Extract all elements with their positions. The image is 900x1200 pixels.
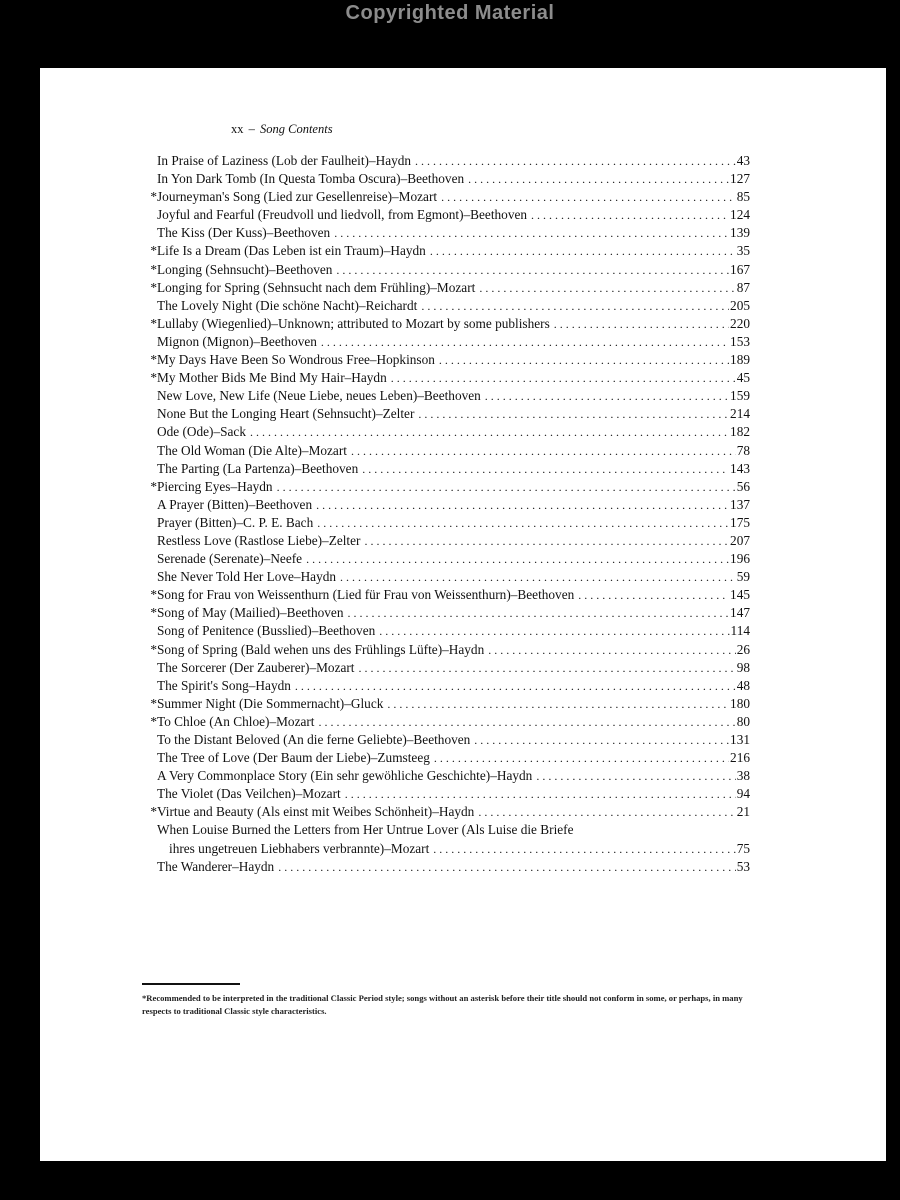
dot-leader	[474, 731, 729, 749]
entry-title: To the Distant Beloved (An die ferne Geliebte)–Beethoven	[157, 732, 471, 747]
entry-page-number: 145	[730, 587, 750, 603]
entry-title: The Kiss (Der Kuss)–Beethoven	[157, 225, 331, 241]
entry-page-number: 175	[730, 514, 750, 530]
footnote-rule	[142, 983, 240, 985]
asterisk-mark: *	[150, 352, 157, 368]
entry-title: Piercing Eyes–Haydn	[157, 478, 273, 494]
dot-leader	[554, 315, 729, 333]
toc-entry	[150, 496, 750, 514]
entry-title: Serenade (Serenate)–Neefe	[157, 551, 303, 567]
song-contents-list	[150, 152, 750, 876]
entry-title: None But the Longing Heart (Sehnsucht)–Zelter	[157, 406, 415, 422]
asterisk-mark: *	[150, 587, 157, 603]
dot-leader	[340, 568, 736, 586]
entry-title: Journeyman's Song (Lied zur Gesellenreise)–Mozart	[157, 189, 438, 205]
dot-leader	[578, 586, 729, 604]
entry-title: ihres ungetreuen Liebhabers verbrannte)–Mozart	[169, 840, 430, 856]
entry-title: In Yon Dark Tomb (In Questa Tomba Oscura)–Beethoven	[157, 171, 465, 187]
asterisk-mark: *	[150, 804, 157, 820]
asterisk-mark: *	[150, 261, 157, 277]
running-head-title: Song Contents	[260, 122, 333, 136]
dot-leader	[387, 695, 729, 713]
entry-title: Restless Love (Rastlose Liebe)–Zelter	[157, 532, 361, 548]
entry-title: Song for Frau von Weissenthurn (Lied für Frau von Weissenthurn)–Beethoven	[157, 587, 575, 603]
dot-leader	[306, 550, 729, 568]
entry-title: The Parting (La Partenza)–Beethoven	[157, 460, 359, 476]
entry-title: My Days Have Been So Wondrous Free–Hopkinson	[157, 352, 435, 368]
dot-leader	[415, 152, 736, 170]
dot-leader	[379, 622, 729, 640]
entry-page-number: 182	[730, 424, 750, 440]
entry-page-number: 43	[736, 153, 750, 168]
dot-leader	[277, 478, 736, 496]
dot-leader	[334, 224, 729, 242]
toc-entry	[150, 206, 750, 224]
entry-page-number: 35	[736, 243, 750, 259]
entry-page-number: 48	[736, 677, 750, 693]
asterisk-mark: *	[150, 279, 157, 295]
toc-entry	[150, 423, 750, 441]
entry-title: When Louise Burned the Letters from Her Untrue Lover (Als Luise die Briefe	[157, 822, 574, 838]
toc-entry	[150, 333, 750, 351]
dot-leader	[362, 460, 729, 478]
dot-leader	[278, 858, 736, 876]
toc-entry	[150, 695, 750, 713]
toc-entry	[150, 659, 750, 677]
toc-entry	[150, 188, 750, 206]
entry-title: The Violet (Das Veilchen)–Mozart	[157, 786, 341, 802]
dot-leader	[478, 803, 735, 821]
dot-leader	[430, 242, 736, 260]
dot-leader	[485, 387, 729, 405]
entry-title: The Sorcerer (Der Zauberer)–Mozart	[157, 659, 355, 675]
entry-page-number: 137	[730, 496, 750, 512]
dot-leader	[317, 514, 729, 532]
entry-page-number: 21	[736, 804, 750, 820]
toc-entry	[150, 840, 750, 858]
dot-leader	[536, 767, 735, 785]
toc-entry	[150, 170, 750, 188]
toc-entry	[150, 514, 750, 532]
toc-entry	[150, 731, 750, 749]
entry-title: The Spirit's Song–Haydn	[157, 677, 291, 693]
toc-entry	[150, 460, 750, 478]
entry-page-number: 53	[736, 858, 750, 874]
toc-entry	[150, 713, 750, 731]
asterisk-mark: *	[150, 695, 157, 711]
toc-entry	[150, 532, 750, 550]
entry-title: A Very Commonplace Story (Ein sehr gewöhliche Geschichte)–Haydn	[157, 768, 533, 784]
toc-entry	[150, 442, 750, 460]
entry-page-number: 131	[730, 732, 750, 747]
entry-title: New Love, New Life (Neue Liebe, neues Leben)–Beethoven	[157, 388, 481, 404]
entry-page-number: 78	[736, 442, 750, 458]
entry-page-number: 139	[730, 225, 750, 241]
entry-title: Life Is a Dream (Das Leben ist ein Traum)–Haydn	[157, 243, 426, 259]
entry-page-number: 147	[730, 605, 750, 621]
entry-page-number: 59	[736, 569, 750, 585]
entry-title: Prayer (Bitten)–C. P. E. Bach	[157, 514, 314, 530]
entry-title: In Praise of Laziness (Lob der Faulheit)–Haydn	[157, 153, 412, 168]
dot-leader	[434, 749, 729, 767]
entry-title: Lullaby (Wiegenlied)–Unknown; attributed to Mozart by some publishers	[157, 315, 550, 331]
asterisk-mark: *	[150, 478, 157, 494]
entry-page-number: 38	[736, 768, 750, 784]
running-head	[231, 122, 333, 137]
entry-page-number: 189	[730, 352, 750, 368]
toc-entry	[150, 279, 750, 297]
entry-page-number: 207	[730, 532, 750, 548]
asterisk-mark: *	[150, 189, 157, 205]
asterisk-mark: *	[150, 605, 157, 621]
entry-title: She Never Told Her Love–Haydn	[157, 569, 337, 585]
dot-leader	[421, 297, 729, 315]
dot-leader	[488, 641, 735, 659]
dot-leader	[433, 840, 735, 858]
entry-title: Longing (Sehnsucht)–Beethoven	[157, 261, 333, 277]
entry-title: The Tree of Love (Der Baum der Liebe)–Zumsteeg	[157, 750, 430, 766]
asterisk-mark: *	[150, 713, 157, 729]
asterisk-mark: *	[150, 243, 157, 259]
toc-entry	[150, 749, 750, 767]
toc-entry	[150, 242, 750, 260]
dot-leader	[319, 713, 736, 731]
entry-page-number: 214	[730, 406, 750, 422]
entry-page-number: 143	[730, 460, 750, 476]
entry-page-number: 85	[736, 189, 750, 205]
entry-page-number: 124	[730, 207, 750, 223]
entry-page-number: 80	[736, 713, 750, 729]
entry-page-number: 114	[730, 623, 750, 639]
toc-entry	[150, 224, 750, 242]
entry-title: Joyful and Fearful (Freudvoll und liedvoll, from Egmont)–Beethoven	[157, 207, 528, 223]
dot-leader	[295, 677, 736, 695]
entry-page-number: 153	[730, 333, 750, 349]
dot-leader	[250, 423, 729, 441]
asterisk-mark: *	[150, 370, 157, 386]
entry-title: The Lovely Night (Die schöne Nacht)–Reichardt	[157, 297, 418, 313]
toc-entry	[150, 351, 750, 369]
dot-leader	[321, 333, 729, 351]
toc-entry	[150, 315, 750, 333]
toc-entry	[150, 405, 750, 423]
entry-page-number: 205	[730, 297, 750, 313]
entry-title: Virtue and Beauty (Als einst mit Weibes Schönheit)–Haydn	[157, 804, 475, 820]
entry-title: Summer Night (Die Sommernacht)–Gluck	[157, 695, 384, 711]
dot-leader	[316, 496, 729, 514]
entry-page-number: 94	[736, 786, 750, 802]
toc-entry	[150, 677, 750, 695]
dot-leader	[345, 785, 736, 803]
toc-entry	[150, 369, 750, 387]
toc-entry	[150, 821, 750, 839]
entry-title: Song of Penitence (Busslied)–Beethoven	[157, 623, 376, 639]
entry-page-number: 220	[730, 315, 750, 331]
footnote: *Recommended to be interpreted in the traditional Classic Period style; songs without an asterisk before their title should not conform in some, or perhaps, in many respects to traditional Classic style characteristics.	[142, 993, 743, 1016]
entry-page-number: 180	[730, 695, 750, 711]
entry-page-number: 216	[730, 750, 750, 766]
entry-page-number: 127	[730, 171, 750, 187]
toc-entry	[150, 622, 750, 640]
toc-entry	[150, 767, 750, 785]
toc-entry	[150, 550, 750, 568]
toc-entry	[150, 604, 750, 622]
dot-leader	[348, 604, 730, 622]
dot-leader	[439, 351, 729, 369]
entry-page-number: 98	[736, 659, 750, 675]
entry-page-number: 159	[730, 388, 750, 404]
dot-leader	[418, 405, 729, 423]
toc-entry	[150, 785, 750, 803]
dot-leader	[468, 170, 729, 188]
entry-page-number: 87	[736, 279, 750, 295]
entry-title: The Old Woman (Die Alte)–Mozart	[157, 442, 347, 458]
entry-title: To Chloe (An Chloe)–Mozart	[157, 713, 315, 729]
toc-entry	[150, 261, 750, 279]
toc-entry	[150, 568, 750, 586]
dot-leader	[391, 369, 736, 387]
entry-title: Ode (Ode)–Sack	[157, 424, 246, 440]
entry-page-number: 167	[730, 261, 750, 277]
entry-page-number: 56	[736, 478, 750, 494]
asterisk-mark: *	[150, 315, 157, 331]
entry-page-number: 26	[736, 641, 750, 657]
dot-leader	[351, 442, 736, 460]
entry-title: My Mother Bids Me Bind My Hair–Haydn	[157, 370, 387, 386]
dot-leader	[336, 261, 729, 279]
toc-entry	[150, 803, 750, 821]
entry-page-number: 75	[736, 840, 750, 856]
entry-title: Song of May (Mailied)–Beethoven	[157, 605, 344, 621]
dot-leader	[531, 206, 729, 224]
toc-entry	[150, 858, 750, 876]
asterisk-mark: *	[150, 641, 157, 657]
entry-title: Mignon (Mignon)–Beethoven	[157, 333, 317, 349]
book-page	[40, 68, 886, 1161]
copyright-banner: Copyrighted Material	[345, 2, 555, 24]
running-head-separator: –	[248, 122, 255, 136]
toc-entry	[150, 297, 750, 315]
entry-page-number: 196	[730, 551, 750, 567]
toc-entry	[150, 586, 750, 604]
dot-leader	[364, 532, 729, 550]
dot-leader	[479, 279, 735, 297]
entry-title: The Wanderer–Haydn	[157, 858, 275, 874]
toc-entry	[150, 152, 750, 170]
entry-title: Song of Spring (Bald wehen uns des Frühlings Lüfte)–Haydn	[157, 641, 485, 657]
dot-leader	[359, 659, 736, 677]
entry-title: A Prayer (Bitten)–Beethoven	[157, 496, 313, 512]
toc-entry	[150, 641, 750, 659]
toc-entry	[150, 387, 750, 405]
folio: xx	[231, 122, 244, 136]
entry-page-number: 45	[736, 370, 750, 386]
entry-title: Longing for Spring (Sehnsucht nach dem Frühling)–Mozart	[157, 279, 476, 295]
dot-leader	[441, 188, 736, 206]
toc-entry	[150, 478, 750, 496]
